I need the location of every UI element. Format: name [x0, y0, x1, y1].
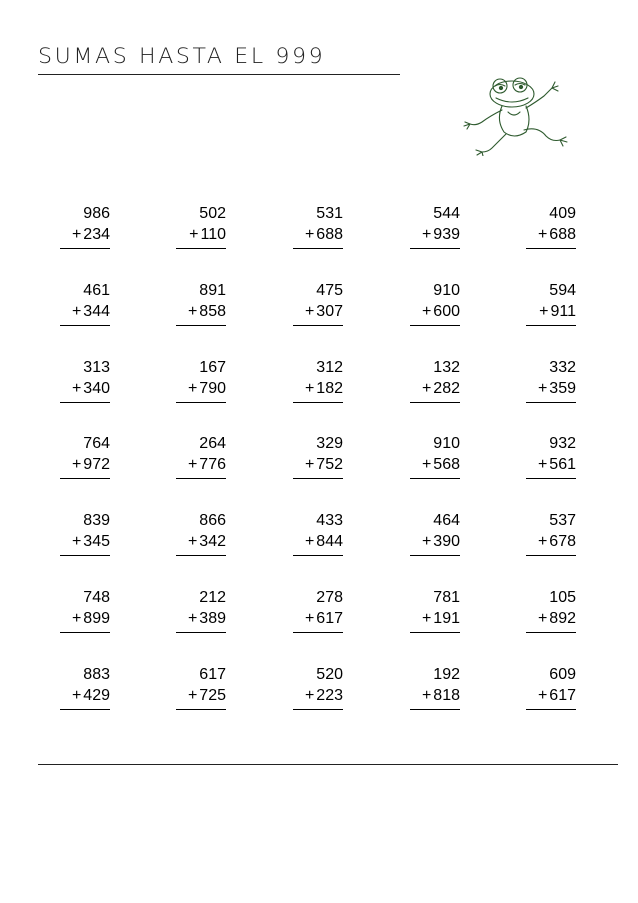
addend-top: 212: [199, 589, 226, 606]
addend-bottom-line: [72, 380, 110, 398]
addend-top: 433: [316, 512, 343, 529]
plus-sign: +: [421, 687, 432, 704]
addend-bottom: 939: [433, 226, 460, 243]
addend-bottom-line: [72, 687, 110, 705]
addend-bottom: 752: [316, 456, 343, 473]
addend-bottom: 600: [433, 303, 460, 320]
plus-sign: +: [304, 687, 315, 704]
addend-bottom-line: [538, 610, 576, 628]
addend-bottom: 818: [433, 687, 460, 704]
addend-bottom-line: [538, 380, 576, 398]
addend-bottom-line: [305, 610, 343, 628]
addend-top: 986: [83, 205, 110, 222]
addend-bottom: 561: [549, 456, 576, 473]
plus-sign: +: [304, 303, 315, 320]
addend-top: 332: [549, 359, 576, 376]
addition-problem: [176, 435, 226, 487]
addend-top: 132: [433, 359, 460, 376]
plus-sign: +: [421, 610, 432, 627]
addition-problem: [410, 589, 460, 641]
addend-top: 329: [316, 435, 343, 452]
plus-sign: +: [71, 226, 82, 243]
addend-top: 781: [433, 589, 460, 606]
addition-problem: [60, 282, 110, 334]
addition-problem: [60, 205, 110, 257]
plus-sign: +: [537, 456, 548, 473]
addend-bottom-line: [188, 610, 226, 628]
sum-line: [526, 632, 576, 633]
addend-bottom: 617: [549, 687, 576, 704]
sum-line: [60, 248, 110, 249]
addend-top: 594: [549, 282, 576, 299]
addend-bottom: 678: [549, 533, 576, 550]
addition-problem: [410, 359, 460, 411]
plus-sign: +: [304, 380, 315, 397]
addend-top: 839: [83, 512, 110, 529]
addend-bottom-line: [539, 303, 576, 321]
addend-bottom: 688: [316, 226, 343, 243]
addition-problem: [293, 666, 343, 718]
addition-problem: [526, 359, 576, 411]
addend-top: 764: [83, 435, 110, 452]
addend-top: 105: [549, 589, 576, 606]
plus-sign: +: [537, 687, 548, 704]
addition-problem: [176, 589, 226, 641]
plus-sign: +: [304, 533, 315, 550]
plus-sign: +: [71, 380, 82, 397]
addend-bottom: 191: [433, 610, 460, 627]
addend-bottom: 345: [83, 533, 110, 550]
addition-problem: [410, 512, 460, 564]
plus-sign: +: [71, 456, 82, 473]
sum-line: [176, 709, 226, 710]
addend-top: 313: [83, 359, 110, 376]
addend-bottom: 429: [83, 687, 110, 704]
addend-bottom: 359: [549, 380, 576, 397]
sum-line: [293, 325, 343, 326]
sum-line: [526, 555, 576, 556]
addend-top: 866: [199, 512, 226, 529]
addend-bottom-line: [305, 380, 343, 398]
sum-line: [293, 248, 343, 249]
sum-line: [293, 555, 343, 556]
addend-bottom: 899: [83, 610, 110, 627]
addend-top: 883: [83, 666, 110, 683]
plus-sign: +: [189, 226, 199, 243]
plus-sign: +: [537, 226, 548, 243]
addition-problem: [60, 435, 110, 487]
sum-line: [526, 325, 576, 326]
addend-bottom-line: [538, 533, 576, 551]
addition-problem: [293, 512, 343, 564]
sum-line: [526, 248, 576, 249]
addend-bottom-line: [188, 533, 226, 551]
plus-sign: +: [187, 610, 198, 627]
addend-bottom-line: [188, 303, 226, 321]
sum-line: [176, 478, 226, 479]
sum-line: [410, 478, 460, 479]
addend-bottom: 688: [549, 226, 576, 243]
addend-bottom: 911: [550, 303, 576, 320]
addend-bottom: 858: [199, 303, 226, 320]
plus-sign: +: [537, 380, 548, 397]
addition-problem: [526, 435, 576, 487]
sum-line: [293, 402, 343, 403]
sum-line: [176, 248, 226, 249]
sum-line: [410, 709, 460, 710]
sum-line: [176, 402, 226, 403]
sum-line: [176, 555, 226, 556]
addend-top: 464: [433, 512, 460, 529]
addition-problem: [293, 589, 343, 641]
sum-line: [60, 632, 110, 633]
sum-line: [60, 325, 110, 326]
addition-problem: [293, 435, 343, 487]
addend-top: 409: [549, 205, 576, 222]
addition-problem: [176, 666, 226, 718]
addend-top: 475: [316, 282, 343, 299]
sum-line: [176, 325, 226, 326]
sum-line: [410, 632, 460, 633]
addend-top: 264: [199, 435, 226, 452]
plus-sign: +: [187, 303, 198, 320]
addition-problem: [526, 282, 576, 334]
sum-line: [410, 555, 460, 556]
addend-bottom: 725: [199, 687, 226, 704]
addend-bottom: 790: [199, 380, 226, 397]
plus-sign: +: [421, 380, 432, 397]
plus-sign: +: [304, 456, 315, 473]
addition-problem: [526, 666, 576, 718]
plus-sign: +: [537, 533, 548, 550]
addend-bottom: 390: [433, 533, 460, 550]
addend-bottom-line: [305, 533, 343, 551]
addition-problem: [176, 359, 226, 411]
addend-bottom-line: [422, 533, 460, 551]
sum-line: [526, 709, 576, 710]
plus-sign: +: [187, 380, 198, 397]
addition-problem: [410, 666, 460, 718]
sum-line: [410, 402, 460, 403]
worksheet-title: SUMAS HASTA EL 999: [38, 44, 326, 68]
addition-problem: [176, 282, 226, 334]
addition-problem: [410, 435, 460, 487]
addition-problem: [60, 666, 110, 718]
addend-bottom-line: [422, 687, 460, 705]
addend-top: 617: [199, 666, 226, 683]
plus-sign: +: [304, 226, 315, 243]
sum-line: [293, 478, 343, 479]
addend-bottom: 234: [83, 226, 110, 243]
addend-bottom-line: [422, 303, 460, 321]
addition-problem: [410, 205, 460, 257]
addend-top: 520: [316, 666, 343, 683]
sum-line: [60, 402, 110, 403]
sum-line: [526, 478, 576, 479]
addend-bottom-line: [305, 226, 343, 244]
addition-problem: [293, 205, 343, 257]
sum-line: [293, 632, 343, 633]
bottom-divider: [38, 764, 618, 765]
addend-bottom-line: [188, 380, 226, 398]
addend-top: 531: [316, 205, 343, 222]
plus-sign: +: [421, 533, 432, 550]
addend-bottom: 844: [316, 533, 343, 550]
addend-bottom-line: [422, 226, 460, 244]
addition-problem: [60, 589, 110, 641]
plus-sign: +: [421, 303, 432, 320]
addition-problem: [176, 205, 226, 257]
addend-top: 891: [199, 282, 226, 299]
sum-line: [293, 709, 343, 710]
addend-bottom: 340: [83, 380, 110, 397]
addend-top: 910: [433, 435, 460, 452]
sum-line: [410, 248, 460, 249]
sum-line: [176, 632, 226, 633]
addend-bottom-line: [188, 456, 226, 474]
sum-line: [60, 478, 110, 479]
sum-line: [60, 709, 110, 710]
addend-bottom: 568: [433, 456, 460, 473]
addend-bottom: 342: [199, 533, 226, 550]
addend-top: 748: [83, 589, 110, 606]
addend-bottom-line: [538, 226, 576, 244]
addend-bottom: 344: [83, 303, 110, 320]
addend-bottom: 223: [316, 687, 343, 704]
addend-bottom-line: [188, 687, 226, 705]
plus-sign: +: [71, 687, 82, 704]
addend-bottom-line: [72, 456, 110, 474]
addend-bottom-line: [305, 303, 343, 321]
addend-bottom-line: [72, 226, 110, 244]
plus-sign: +: [71, 533, 82, 550]
addend-bottom: 282: [433, 380, 460, 397]
sum-line: [60, 555, 110, 556]
addend-bottom: 182: [316, 380, 343, 397]
addition-problem: [526, 589, 576, 641]
addend-top: 461: [83, 282, 110, 299]
addend-top: 932: [549, 435, 576, 452]
addend-bottom-line: [538, 687, 576, 705]
sum-line: [410, 325, 460, 326]
plus-sign: +: [71, 610, 82, 627]
addend-top: 167: [199, 359, 226, 376]
plus-sign: +: [539, 303, 549, 320]
plus-sign: +: [187, 533, 198, 550]
addend-top: 502: [199, 205, 226, 222]
addend-bottom: 617: [316, 610, 343, 627]
addend-top: 312: [316, 359, 343, 376]
sum-line: [526, 402, 576, 403]
addend-bottom: 389: [199, 610, 226, 627]
addend-bottom-line: [72, 303, 110, 321]
addition-problem: [176, 512, 226, 564]
plus-sign: +: [187, 456, 198, 473]
plus-sign: +: [304, 610, 315, 627]
addend-top: 910: [433, 282, 460, 299]
plus-sign: +: [71, 303, 82, 320]
addend-bottom-line: [422, 610, 460, 628]
addend-bottom: 307: [316, 303, 343, 320]
addend-bottom-line: [72, 533, 110, 551]
plus-sign: +: [187, 687, 198, 704]
addend-bottom: 892: [549, 610, 576, 627]
addition-problem: [293, 282, 343, 334]
addition-problem: [526, 205, 576, 257]
addend-top: 537: [549, 512, 576, 529]
addend-bottom-line: [305, 456, 343, 474]
addend-bottom-line: [422, 456, 460, 474]
addend-bottom-line: [189, 226, 226, 244]
addend-top: 192: [433, 666, 460, 683]
addend-top: 278: [316, 589, 343, 606]
addition-problem: [60, 359, 110, 411]
addend-bottom-line: [305, 687, 343, 705]
addend-top: 544: [433, 205, 460, 222]
plus-sign: +: [421, 456, 432, 473]
addition-problem: [293, 359, 343, 411]
addend-bottom-line: [72, 610, 110, 628]
addend-bottom-line: [538, 456, 576, 474]
addend-top: 609: [549, 666, 576, 683]
plus-sign: +: [537, 610, 548, 627]
addend-bottom: 972: [83, 456, 110, 473]
plus-sign: +: [421, 226, 432, 243]
addition-problem: [526, 512, 576, 564]
addition-problem: [410, 282, 460, 334]
addend-bottom-line: [422, 380, 460, 398]
addend-bottom: 110: [200, 226, 226, 243]
addition-problem: [60, 512, 110, 564]
addend-bottom: 776: [199, 456, 226, 473]
